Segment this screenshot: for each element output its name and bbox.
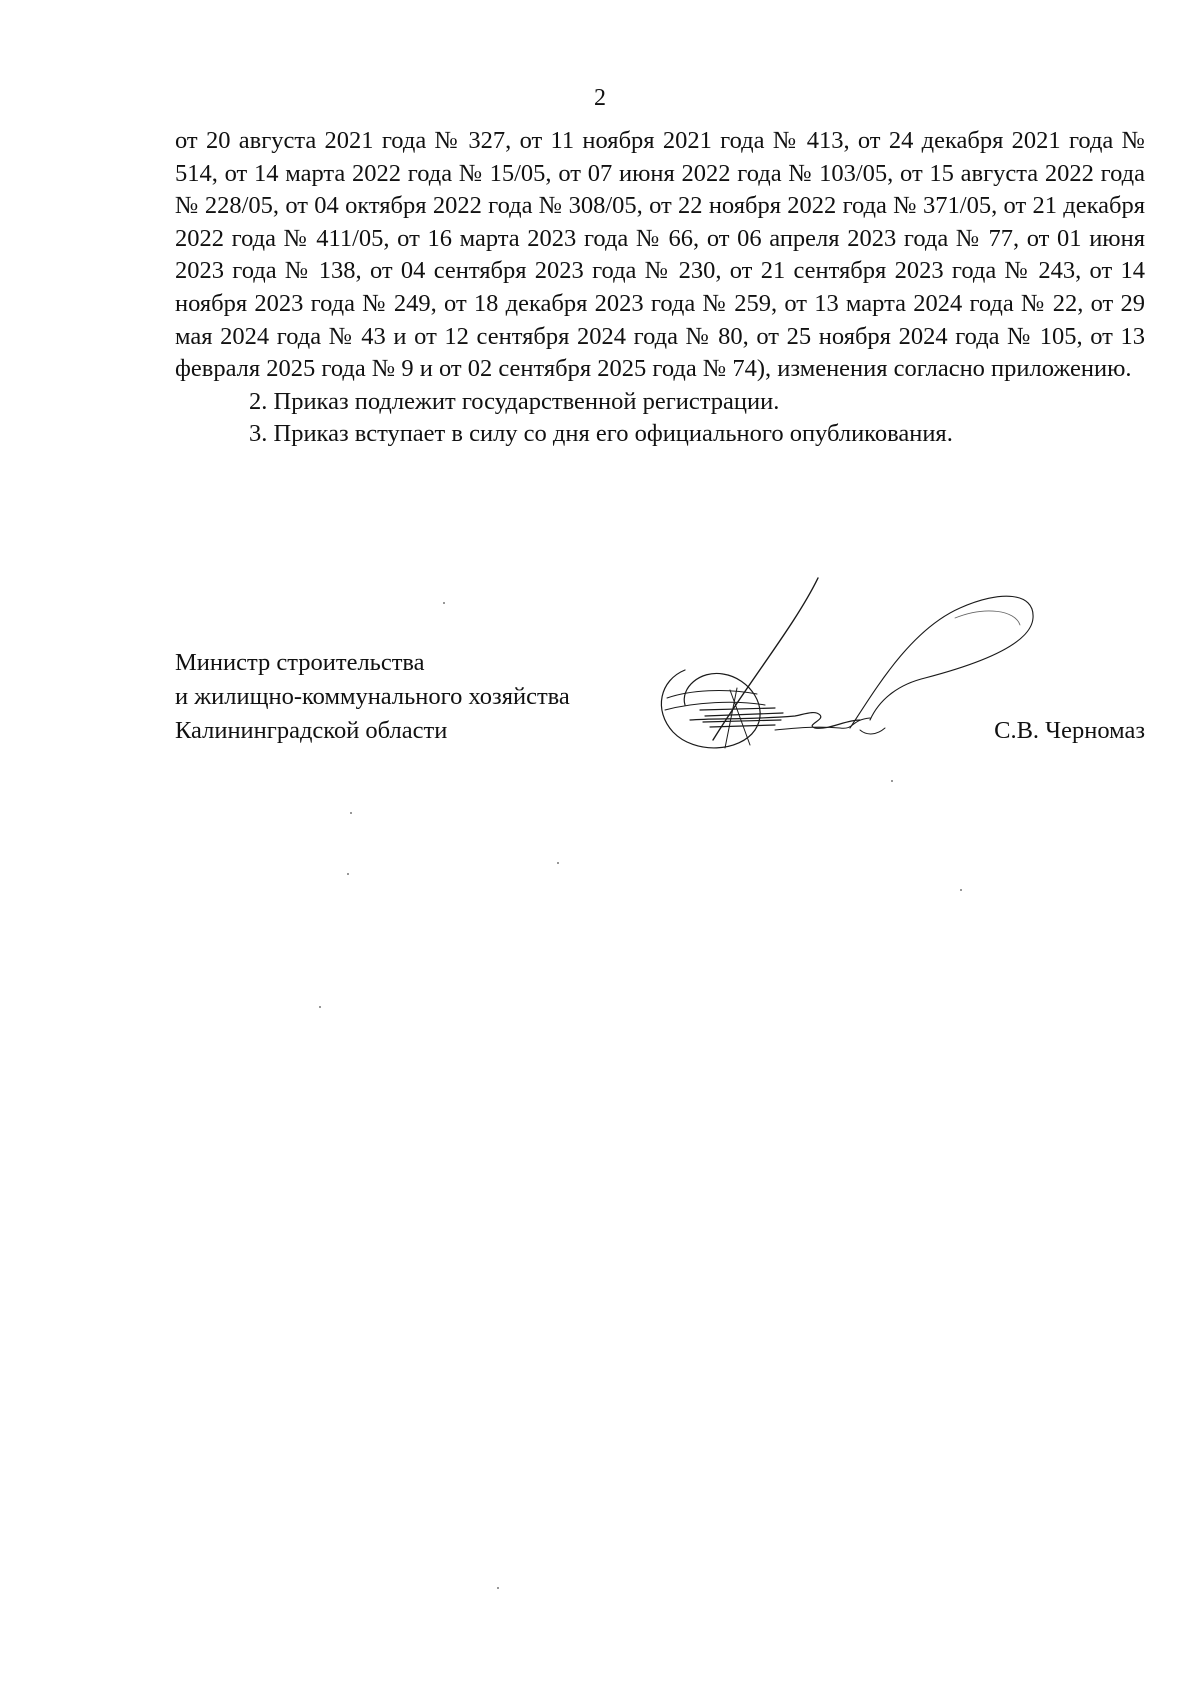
document-body: [175, 125, 1145, 451]
scan-speck: [319, 1006, 321, 1008]
signatory-title: [175, 646, 570, 748]
handwritten-signature: [655, 570, 1075, 770]
scan-speck: [347, 873, 349, 875]
scan-speck: [350, 812, 352, 814]
scan-speck: [497, 1587, 499, 1589]
paragraph-amendments-list: от 20 августа 2021 года № 327, от 11 ноября 2021 года № 413, от 24 декабря 2021 года № 514, от 14 марта 2022 года № 15/05, от 07 июня 2022 года № 103/05, от 15 августа 2022 года № 228/05, от 04 октября 2022 года № 308/05, от 22 ноября 2022 года № 371/05, от 21 декабря 2022 года № 411/05, от 16 марта 2023 года № 66, от 06 апреля 2023 года № 77, от 01 июня 2023 года № 138, от 04 сентября 2023 года № 230, от 21 сентября 2023 года № 243, от 14 ноября 2023 года № 249, от 18 декабря 2023 года № 259, от 13 марта 2024 года № 22, от 29 мая 2024 года № 43 и от 12 сентября 2024 года № 80, от 25 ноября 2024 года № 105, от 13 февраля 2025 года № 9 и от 02 сентября 2025 года № 74), изменения согласно приложению.: [175, 127, 1145, 383]
paragraph-effective-date: 3. Приказ вступает в силу со дня его официального опубликования.: [249, 420, 953, 448]
page-number: 2: [594, 85, 606, 111]
signatory-title-line: и жилищно-коммунального хозяйства: [175, 683, 570, 710]
scan-speck: [557, 862, 559, 864]
scan-speck: [891, 780, 893, 782]
paragraph-registration: 2. Приказ подлежит государственной регистрации.: [249, 387, 780, 415]
scan-speck: [443, 602, 445, 604]
signatory-title-line: Калининградской области: [175, 717, 448, 744]
scan-speck: [960, 889, 962, 891]
signatory-title-line: Министр строительства: [175, 649, 425, 676]
signatory-name: С.В. Черномаз: [994, 717, 1145, 744]
